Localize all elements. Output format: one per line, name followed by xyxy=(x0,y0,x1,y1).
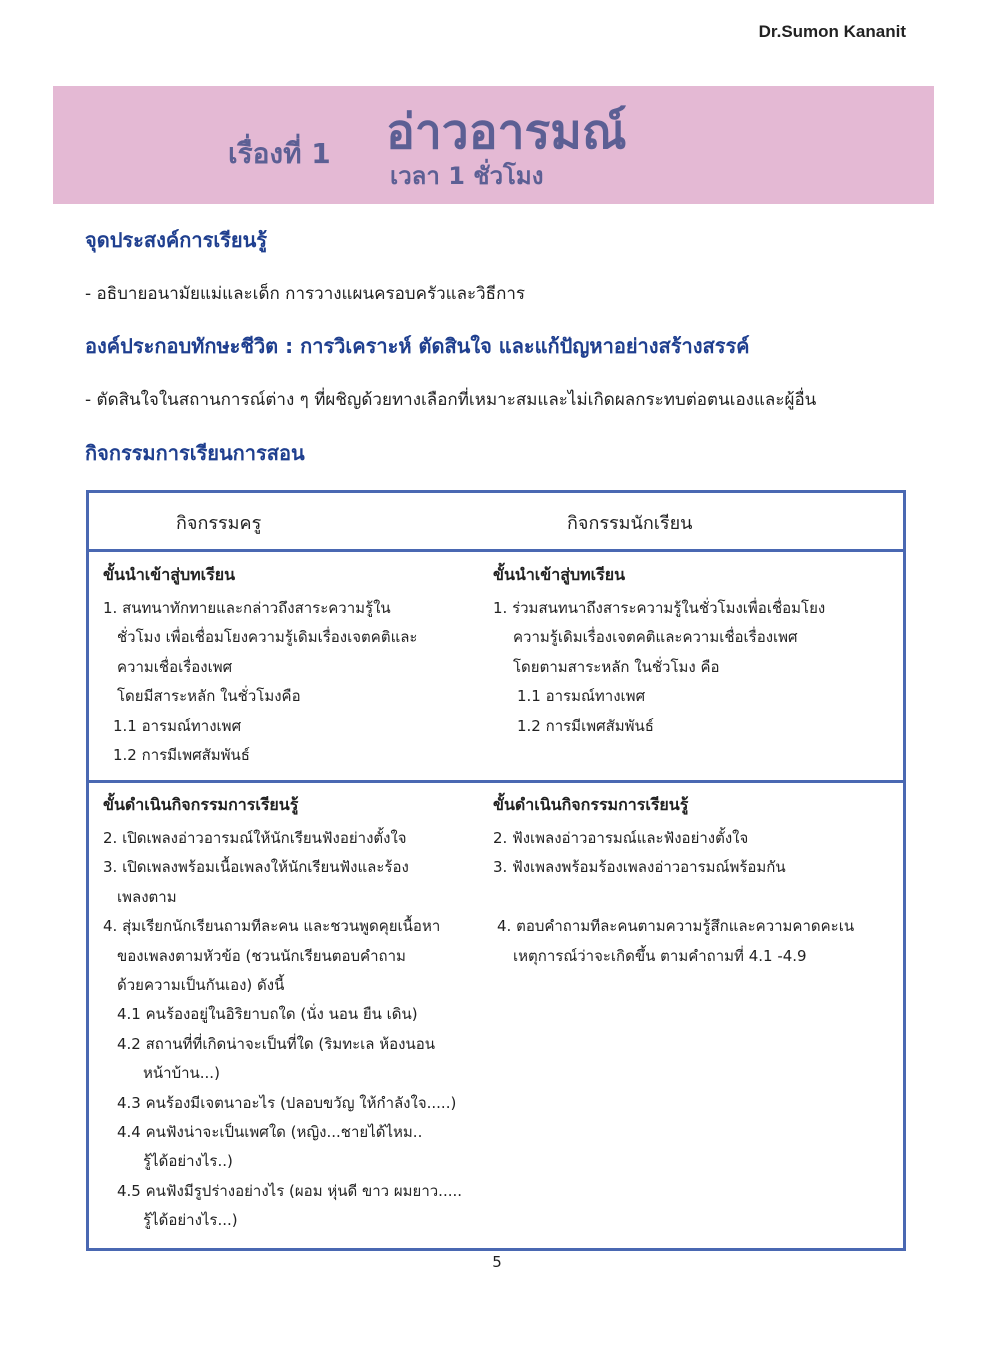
list-item: เพลงตาม xyxy=(117,887,177,906)
list-item: 3. เปิดเพลงพร้อมเนื้อเพลงให้นักเรียนฟังและร้อง xyxy=(103,858,409,877)
list-item: 2. เปิดเพลงอ่าวอารมณ์ให้นักเรียนฟังอย่างตั้งใจ xyxy=(103,829,407,847)
main-student-title: ขั้นดำเนินกิจกรรมการเรียนรู้ xyxy=(493,795,689,814)
intro-student-title: ขั้นนำเข้าสู่บทเรียน xyxy=(493,565,626,584)
list-item: 4. ตอบคำถามทีละคนตามความรู้สึกและความคาดคะเน xyxy=(497,917,855,936)
list-item: 1.2 การมีเพศสัมพันธ์ xyxy=(517,716,654,735)
list-item: ความเชื่อเรื่องเพศ xyxy=(117,657,233,676)
column-header-student: กิจกรรมนักเรียน xyxy=(567,513,693,534)
list-item: 4.3 คนร้องมีเจตนาอะไร (ปลอบขวัญ ให้กำลังใจ.....) xyxy=(117,1093,457,1112)
header-divider xyxy=(89,549,903,552)
author-name: Dr.Sumon Kananit xyxy=(758,22,906,41)
lesson-duration: เวลา 1 ชั่วโมง xyxy=(390,162,544,190)
objectives-text: - อธิบายอนามัยแม่และเด็ก การวางแผนครอบครัวและวิธีการ xyxy=(85,284,526,304)
list-item: หน้าบ้าน...) xyxy=(143,1064,220,1083)
list-item: 1.1 อารมณ์ทางเพศ xyxy=(517,687,646,706)
list-item: 1. สนทนาทักทายและกล่าวถึงสาระความรู้ใน xyxy=(103,599,391,617)
list-item: 4.1 คนร้องอยู่ในอิริยาบถใด (นั่ง นอน ยืน เดิน) xyxy=(117,1005,418,1024)
main-student-cell xyxy=(493,793,893,971)
lesson-banner xyxy=(53,86,934,204)
intro-teacher-cell xyxy=(103,563,483,770)
list-item: 1.2 การมีเพศสัมพันธ์ xyxy=(113,745,250,764)
list-item: รู้ได้อย่างไร..) xyxy=(143,1152,233,1171)
main-teacher-title: ขั้นดำเนินกิจกรรมการเรียนรู้ xyxy=(103,795,299,814)
list-item: โดยมีสาระหลัก ในชั่วโมงคือ xyxy=(117,687,301,706)
list-item: 4.2 สถานที่ที่เกิดน่าจะเป็นที่ใด (ริมทะเล ห้องนอน xyxy=(117,1034,435,1053)
list-item: 1. ร่วมสนทนาถึงสาระความรู้ในชั่วโมงเพื่อเชื่อมโยง xyxy=(493,599,826,617)
activities-table xyxy=(86,490,906,1251)
lesson-number: เรื่องที่ 1 xyxy=(228,137,331,170)
list-item: 2. ฟังเพลงอ่าวอารมณ์และฟังอย่างตั้งใจ xyxy=(493,829,749,847)
list-item: 4.4 คนฟังน่าจะเป็นเพศใด (หญิง...ชายได้ไหม.. xyxy=(117,1122,423,1141)
list-item: โดยตามสาระหลัก ในชั่วโมง คือ xyxy=(513,657,720,676)
column-header-teacher: กิจกรรมครู xyxy=(176,513,262,534)
intro-teacher-title: ขั้นนำเข้าสู่บทเรียน xyxy=(103,565,236,584)
page-number: 5 xyxy=(492,1253,502,1271)
list-item: เหตุการณ์ว่าจะเกิดขึ้น ตามคำถามที่ 4.1 -4.9 xyxy=(513,946,807,965)
list-item: 1.1 อารมณ์ทางเพศ xyxy=(113,716,242,735)
list-item: ของเพลงตามหัวข้อ (ชวนนักเรียนตอบคำถาม xyxy=(117,946,406,965)
life-skills-text: - ตัดสินใจในสถานการณ์ต่าง ๆ ที่ผชิญด้วยทางเลือกที่เหมาะสมและไม่เกิดผลกระทบต่อตนเองและผู้อื่น xyxy=(85,390,817,410)
intro-student-cell xyxy=(493,563,893,741)
objectives-heading: จุดประสงค์การเรียนรู้ xyxy=(85,228,268,252)
list-item: ความรู้เดิมเรื่องเจตคติและความเชื่อเรื่องเพศ xyxy=(513,628,798,647)
list-item: 3. ฟังเพลงพร้อมร้องเพลงอ่าวอารมณ์พร้อมกัน xyxy=(493,858,786,877)
list-item: 4.5 คนฟังมีรูปร่างอย่างไร (ผอม หุ่นดี ขาว ผมยาว..... xyxy=(117,1181,463,1200)
list-item: รู้ได้อย่างไร...) xyxy=(143,1211,238,1230)
lesson-title: อ่าวอารมณ์ xyxy=(386,104,627,160)
activities-heading: กิจกรรมการเรียนการสอน xyxy=(85,441,305,465)
main-teacher-cell xyxy=(103,793,483,1235)
list-item: ด้วยความเป็นกันเอง) ดังนี้ xyxy=(117,975,285,994)
list-item xyxy=(493,883,893,912)
life-skills-heading: องค์ประกอบทักษะชีวิต : การวิเคราะห์ ตัดสินใจ และแก้ปัญหาอย่างสร้างสรรค์ xyxy=(85,334,750,358)
list-item: ชั่วโมง เพื่อเชื่อมโยงความรู้เดิมเรื่องเจตคติและ xyxy=(117,628,418,647)
section-divider xyxy=(89,780,903,783)
list-item: 4. สุ่มเรียกนักเรียนถามทีละคน และชวนพูดคุยเนื้อหา xyxy=(103,917,441,936)
